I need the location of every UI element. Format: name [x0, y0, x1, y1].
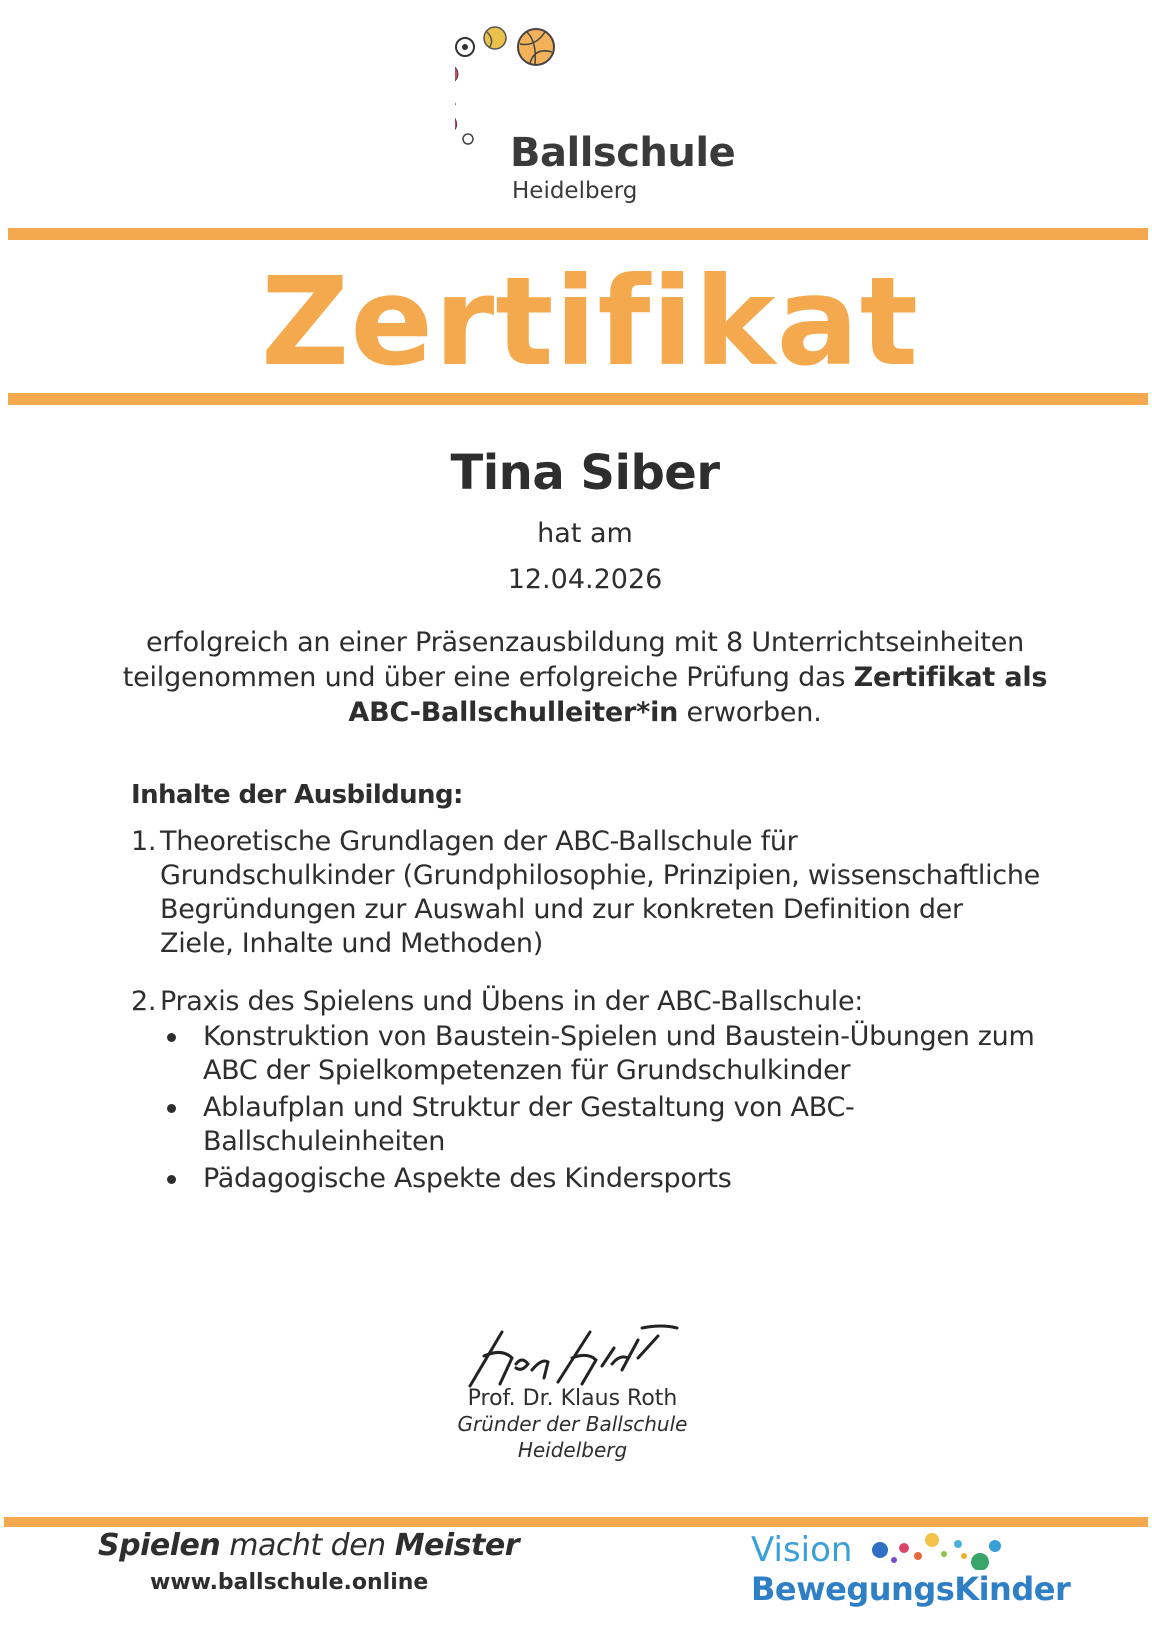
statement-paragraph [100, 625, 1070, 730]
partner-name-line2: BewegungsKinder [751, 1570, 1071, 1608]
signer-role: Gründer der Ballschule [457, 1412, 688, 1436]
list-item [131, 985, 1051, 1025]
list-number: 2. [131, 986, 157, 1017]
bullet-item [167, 1091, 1067, 1161]
signature-icon [462, 1318, 682, 1394]
slogan-mid: macht den [220, 1528, 395, 1563]
bullet-text: Ablaufplan und Struktur der Gestaltung von ABC-Ballschuleinheiten [203, 1092, 855, 1157]
statement-part1: erfolgreich an einer Präsenzausbildung mit 8 Unterrichtseinheiten teilgenommen und über eine erfolgreiche Prüfung das [122, 627, 1025, 693]
bullet-item [167, 1162, 1067, 1198]
slogan-word-1: Spielen [98, 1528, 221, 1563]
signer-name: Prof. Dr. Klaus Roth [467, 1386, 678, 1411]
bullet-text: Konstruktion von Baustein-Spielen und Baustein-Übungen zum ABC der Spielkompetenzen für Grundschulkinder [203, 1021, 1035, 1086]
certificate-title: Zertifikat [260, 251, 920, 393]
brand-city: Heidelberg [512, 178, 638, 204]
bullet-text: Pädagogische Aspekte des Kindersports [203, 1163, 732, 1194]
bullet-dot-icon [167, 1104, 176, 1113]
list-item [131, 825, 1051, 965]
statement-part2: erworben. [678, 697, 822, 728]
hat-am-text: hat am [537, 518, 633, 549]
list-text: Theoretische Grundlagen der ABC-Ballschule für Grundschulkinder (Grundphilosophie, Prinzipien, wissenschaftliche Begründungen zur Auswahl und zur konkreten Definition der Ziele, Inhalte und Methoden) [160, 826, 1040, 959]
statement-bold: Zertifikat als ABC-Ballschulleiter*in [348, 662, 1048, 728]
bullet-dot-icon [167, 1175, 176, 1184]
bullet-dot-icon [167, 1033, 176, 1042]
top-divider [8, 228, 1148, 240]
recipient-name: Tina Siber [450, 445, 720, 501]
list-number: 1. [131, 826, 157, 857]
footer-website: www.ballschule.online [150, 1570, 429, 1595]
list-text: Praxis des Spielens und Übens in der ABC-Ballschule: [160, 986, 864, 1017]
footer-slogan [98, 1528, 519, 1563]
title-divider [8, 393, 1148, 405]
colored-dots-icon [860, 1520, 1040, 1570]
signer-role-city: Heidelberg [517, 1438, 628, 1462]
contents-heading: Inhalte der Ausbildung: [131, 780, 463, 810]
slogan-word-2: Meister [394, 1528, 520, 1563]
certificate-date: 12.04.2026 [507, 564, 663, 595]
partner-name-line1: Vision [751, 1530, 853, 1570]
bullet-item [167, 1020, 1067, 1090]
brand-name: Ballschule [510, 130, 736, 176]
